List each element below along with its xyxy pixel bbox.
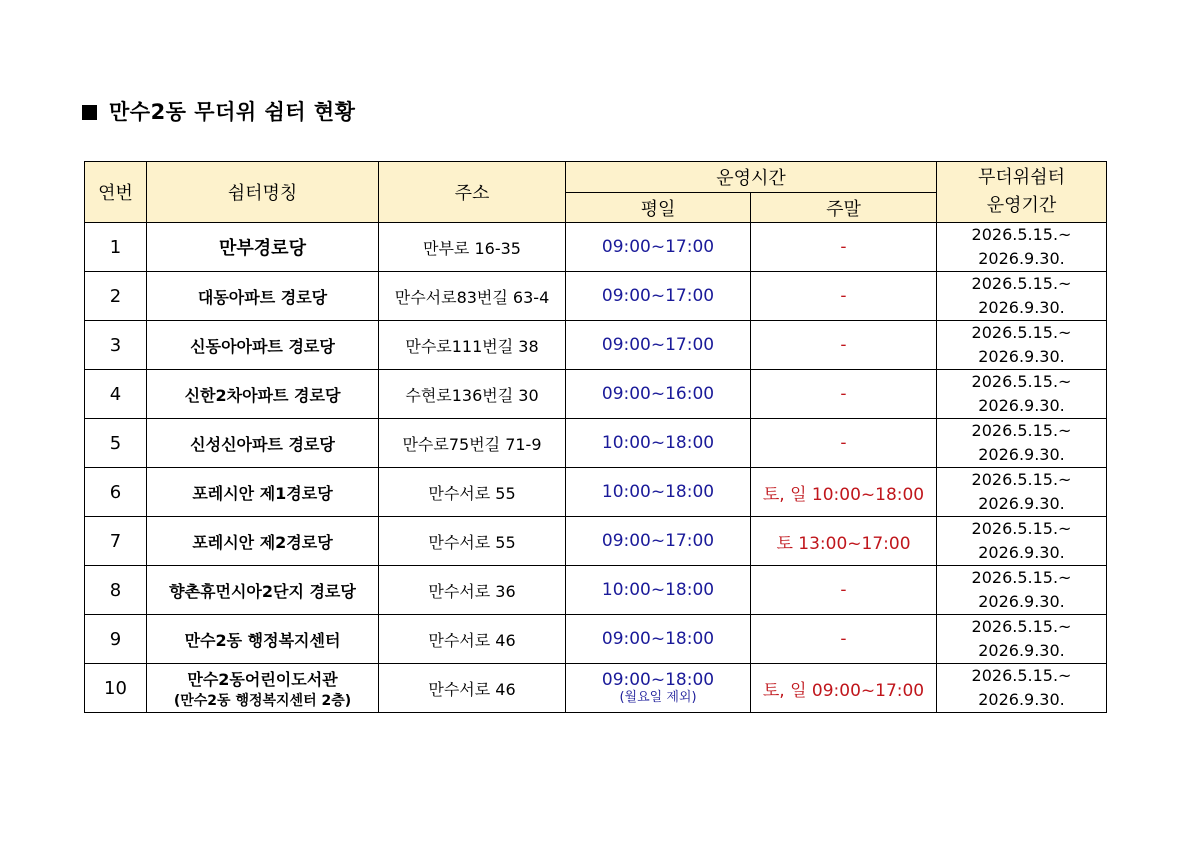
operation-period: [937, 321, 1107, 370]
shelter-name-text: 포레시안 제2경로당: [192, 532, 333, 552]
table-row: [85, 419, 1107, 468]
table-row: [85, 272, 1107, 321]
shelter-name: [147, 223, 379, 272]
shelter-name-text: 대동아파트 경로당: [197, 287, 328, 307]
operation-period-start: 2026.5.15.~: [971, 372, 1072, 391]
shelter-name: [147, 517, 379, 566]
operation-period-start: 2026.5.15.~: [971, 519, 1072, 538]
shelter-name-text: 만수2동 행정복지센터: [184, 630, 341, 650]
operation-period-end: 2026.9.30.: [978, 445, 1065, 464]
weekday-hours: [566, 468, 751, 517]
shelter-name-text: 신한2차아파트 경로당: [184, 385, 341, 405]
operation-period-end: 2026.9.30.: [978, 396, 1065, 415]
operation-period: [937, 223, 1107, 272]
row-number: 2: [85, 272, 147, 321]
header-name: 쉼터명칭: [147, 162, 379, 223]
weekend-hours: -: [751, 370, 937, 419]
operation-period-start: 2026.5.15.~: [971, 421, 1072, 440]
header-period-line1: 무더위쉼터: [978, 167, 1065, 188]
shelter-name-text: 신동아아파트 경로당: [190, 336, 335, 356]
shelter-name: [147, 615, 379, 664]
weekday-hours-text: 10:00~18:00: [601, 580, 715, 600]
weekday-hours: [566, 664, 751, 713]
operation-period: [937, 370, 1107, 419]
weekday-hours: [566, 517, 751, 566]
table-row: [85, 615, 1107, 664]
square-bullet-icon: [82, 105, 97, 120]
row-number: 3: [85, 321, 147, 370]
shelter-address: 만수서로 55: [379, 517, 566, 566]
shelter-address: 만수로111번길 38: [379, 321, 566, 370]
header-weekday: 평일: [566, 193, 751, 223]
weekend-hours: 토, 일 10:00~18:00: [751, 468, 937, 517]
weekday-hours: [566, 272, 751, 321]
weekday-hours-text: 09:00~18:00: [601, 670, 715, 690]
weekend-hours: -: [751, 321, 937, 370]
weekday-hours: [566, 615, 751, 664]
shelter-name: [147, 419, 379, 468]
weekday-hours: [566, 419, 751, 468]
operation-period-end: 2026.9.30.: [978, 494, 1065, 513]
table-body: [85, 223, 1107, 713]
shelter-address: 만수서로 46: [379, 615, 566, 664]
table-row: [85, 223, 1107, 272]
header-no: 연번: [85, 162, 147, 223]
row-number: 8: [85, 566, 147, 615]
weekday-hours-text: 10:00~18:00: [601, 482, 715, 502]
operation-period-end: 2026.9.30.: [978, 298, 1065, 317]
row-number: 7: [85, 517, 147, 566]
operation-period: [937, 517, 1107, 566]
weekday-hours: [566, 566, 751, 615]
operation-period: [937, 664, 1107, 713]
operation-period-end: 2026.9.30.: [978, 543, 1065, 562]
shelter-address: 만부로 16-35: [379, 223, 566, 272]
operation-period: [937, 566, 1107, 615]
table-row: [85, 370, 1107, 419]
weekend-hours: -: [751, 272, 937, 321]
shelter-name: [147, 566, 379, 615]
weekday-hours-text: 09:00~17:00: [601, 237, 715, 257]
row-number: 10: [85, 664, 147, 713]
shelter-name-text: 신성신아파트 경로당: [190, 434, 335, 454]
row-number: 6: [85, 468, 147, 517]
shelter-name-text: 포레시안 제1경로당: [192, 483, 333, 503]
shelter-address: 만수로75번길 71-9: [379, 419, 566, 468]
operation-period-start: 2026.5.15.~: [971, 274, 1072, 293]
operation-period-start: 2026.5.15.~: [971, 470, 1072, 489]
row-number: 4: [85, 370, 147, 419]
shelter-table: [84, 161, 1107, 713]
operation-period-end: 2026.9.30.: [978, 592, 1065, 611]
operation-period: [937, 468, 1107, 517]
weekend-hours: 토, 일 09:00~17:00: [751, 664, 937, 713]
row-number: 1: [85, 223, 147, 272]
row-number: 5: [85, 419, 147, 468]
weekend-hours: -: [751, 223, 937, 272]
operation-period-end: 2026.9.30.: [978, 690, 1065, 709]
operation-period-end: 2026.9.30.: [978, 641, 1065, 660]
shelter-name-text: 향촌휴먼시아2단지 경로당: [169, 581, 356, 601]
weekday-hours-text: 09:00~18:00: [601, 629, 715, 649]
shelter-address: 만수서로 46: [379, 664, 566, 713]
shelter-name: [147, 468, 379, 517]
row-number: 9: [85, 615, 147, 664]
operation-period-start: 2026.5.15.~: [971, 225, 1072, 244]
weekday-hours-text: 09:00~17:00: [601, 335, 715, 355]
weekday-hours: [566, 370, 751, 419]
shelter-name: [147, 272, 379, 321]
shelter-name: [147, 370, 379, 419]
table-row: [85, 468, 1107, 517]
operation-period-start: 2026.5.15.~: [971, 323, 1072, 342]
header-address: 주소: [379, 162, 566, 223]
table-row: [85, 517, 1107, 566]
operation-period-end: 2026.9.30.: [978, 347, 1065, 366]
shelter-name: [147, 321, 379, 370]
shelter-name-subtext: (만수2동 행정복지센터 2층): [173, 692, 352, 709]
header-period-line2: 운영기간: [986, 195, 1057, 216]
operation-period: [937, 272, 1107, 321]
weekday-hours-text: 09:00~16:00: [601, 384, 715, 404]
operation-period-start: 2026.5.15.~: [971, 666, 1072, 685]
table-row: [85, 321, 1107, 370]
table-row: [85, 566, 1107, 615]
operation-period: [937, 615, 1107, 664]
shelter-address: 만수서로 36: [379, 566, 566, 615]
weekend-hours: 토 13:00~17:00: [751, 517, 937, 566]
header-hours: 운영시간: [566, 162, 937, 193]
weekend-hours: -: [751, 566, 937, 615]
weekday-hours: [566, 321, 751, 370]
table-row: [85, 664, 1107, 713]
page-title: [82, 96, 355, 126]
weekday-hours-text: 10:00~18:00: [601, 433, 715, 453]
weekday-hours-note: (월요일 제외): [619, 690, 697, 705]
weekend-hours: -: [751, 615, 937, 664]
weekend-hours: -: [751, 419, 937, 468]
shelter-address: 만수서로83번길 63-4: [379, 272, 566, 321]
weekday-hours-text: 09:00~17:00: [601, 531, 715, 551]
operation-period-start: 2026.5.15.~: [971, 568, 1072, 587]
shelter-name: [147, 664, 379, 713]
shelter-address: 수현로136번길 30: [379, 370, 566, 419]
shelter-name-text: 만부경로당: [219, 238, 306, 259]
operation-period-start: 2026.5.15.~: [971, 617, 1072, 636]
header-weekend: 주말: [751, 193, 937, 223]
header-period: [937, 162, 1107, 223]
weekday-hours: [566, 223, 751, 272]
page-title-text: 만수2동 무더위 쉼터 현황: [109, 100, 356, 124]
shelter-name-text: 만수2동어린이도서관: [187, 669, 338, 689]
operation-period: [937, 419, 1107, 468]
shelter-address: 만수서로 55: [379, 468, 566, 517]
weekday-hours-text: 09:00~17:00: [601, 286, 715, 306]
operation-period-end: 2026.9.30.: [978, 249, 1065, 268]
